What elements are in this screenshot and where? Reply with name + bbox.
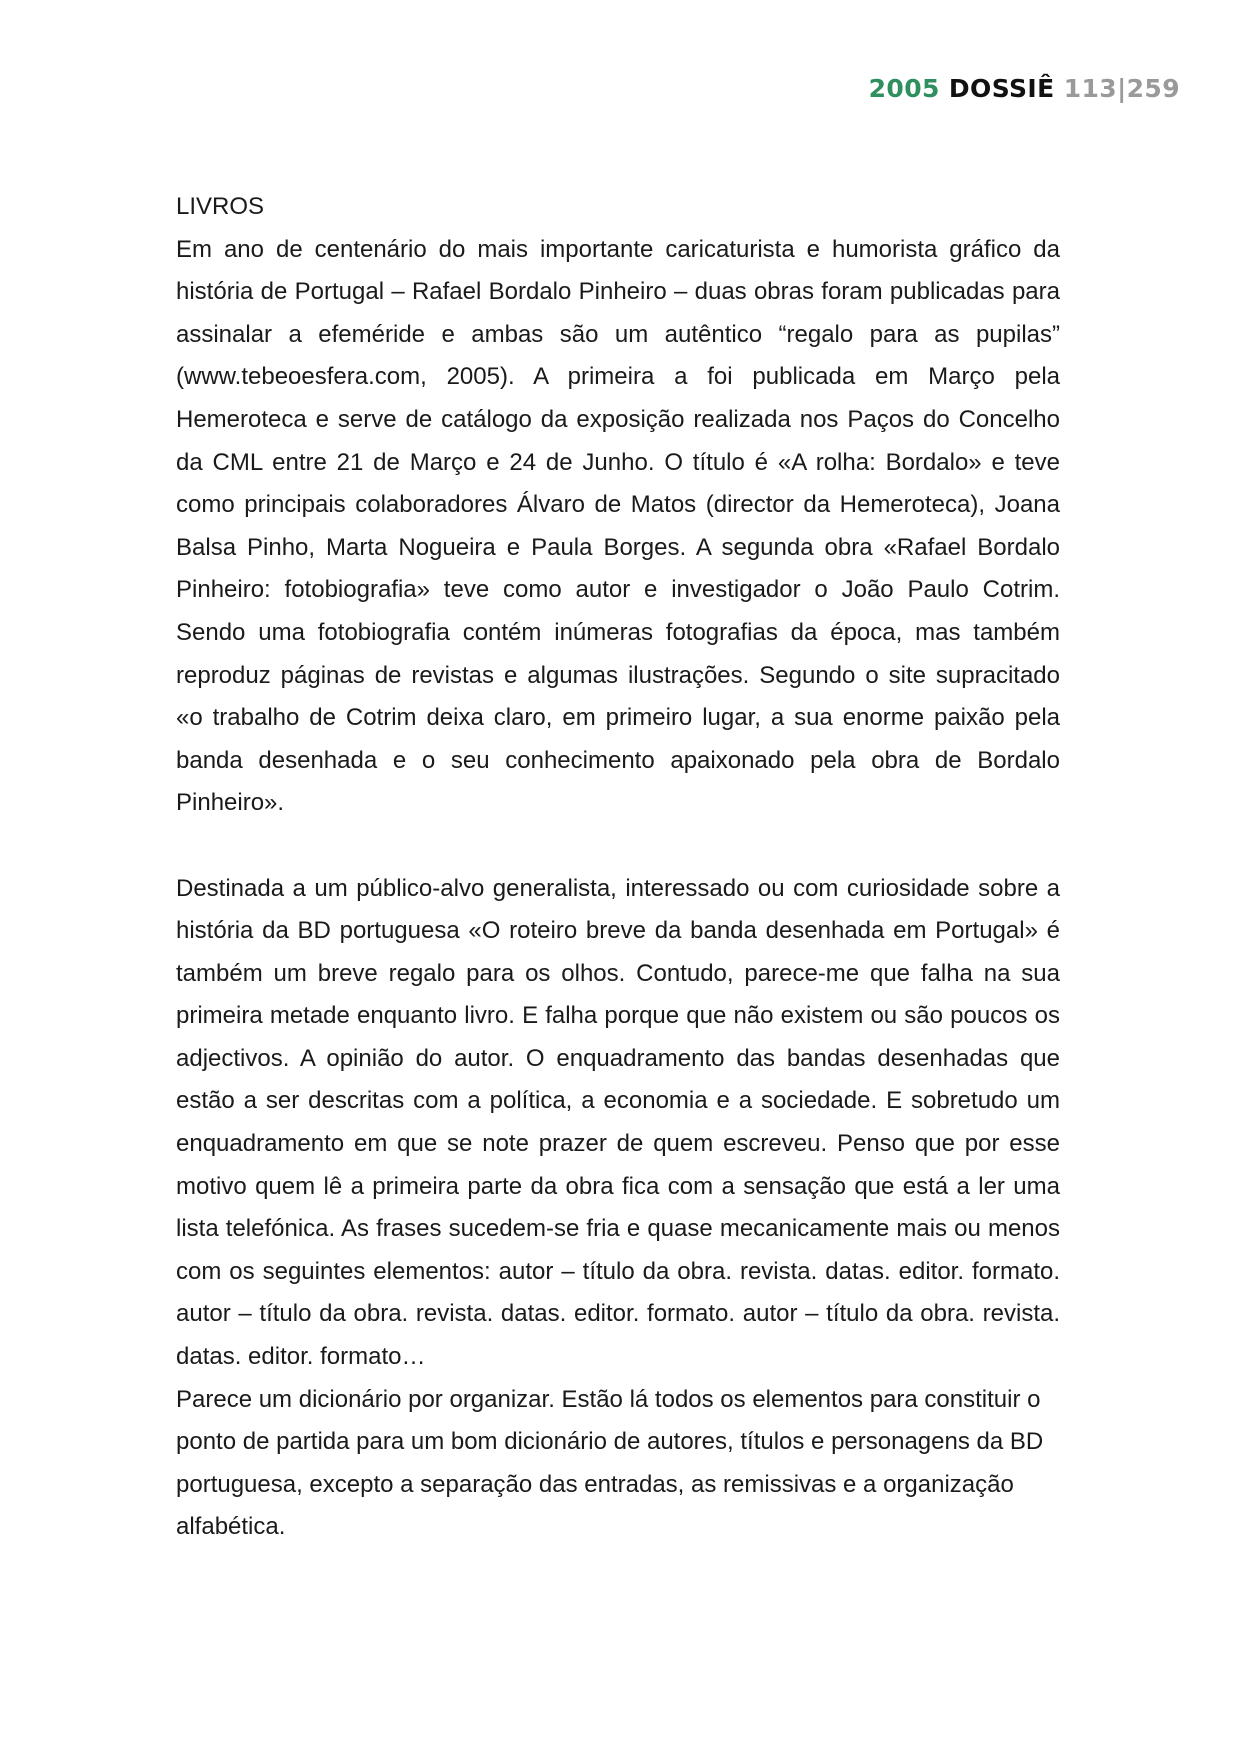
page-body — [176, 186, 1060, 1549]
running-header — [869, 74, 1180, 104]
header-title: DOSSIÊ — [948, 74, 1055, 103]
header-year: 2005 — [868, 74, 940, 103]
paragraph-roteiro-critique: Destinada a um público-alvo generalista, interessado ou com curiosidade sobre a história da BD portuguesa «O roteiro breve da banda desenhada em Portugal» é também um breve regalo para os olhos. Contudo, parece-me que falha na sua primeira metade enquanto livro. E falha porque que não existem ou são poucos os adjectivos. A opinião do autor. O enquadramento das bandas desenhadas que estão a ser descritas com a política, a economia e a sociedade. E sobretudo um enquadramento em que se note prazer de quem escreveu. Penso que por esse motivo quem lê a primeira parte da obra fica com a sensação que está a ler uma lista telefónica. As frases sucedem-se fria e quase mecanicamente mais ou menos com os seguintes elementos: autor – título da obra. revista. datas. editor. formato. autor – título da obra. revista. datas. editor. formato. autor – título da obra. revista. datas. editor. formato… — [176, 874, 1060, 1371]
paragraph-bordalo-books: Em ano de centenário do mais importante caricaturista e humorista gráfico da história de Portugal – Rafael Bordalo Pinheiro – duas obras foram publicadas para assinalar a efeméride e ambas são um autêntico “regalo para as pupilas” (www.tebeoesfera.com, 2005). A primeira a foi publicada em Março pela Hemeroteca e serve de catálogo da exposição realizada nos Paços do Concelho da CML entre 21 de Março e 24 de Junho. O título é «A rolha: Bordalo» e teve como principais colaboradores Álvaro de Matos (director da Hemeroteca), Joana Balsa Pinho, Marta Nogueira e Paula Borges. A segunda obra «Rafael Bordalo Pinheiro: fotobiografia» teve como autor e investigador o João Paulo Cotrim. Sendo uma fotobiografia contém inúmeras fotografias da época, mas também reproduz páginas de revistas e algumas ilustrações. Segundo o site supracitado «o trabalho de Cotrim deixa claro, em primeiro lugar, a sua enorme paixão pela banda desenhada e o seu conhecimento apaixonado pela obra de Bordalo Pinheiro». — [176, 235, 1060, 817]
section-heading: LIVROS — [176, 193, 265, 220]
header-page-number: 113|259 — [1063, 74, 1180, 103]
paragraph-dictionary-remark: Parece um dicionário por organizar. Estão lá todos os elementos para constituir o ponto de partida para um bom dicionário de autores, títulos e personagens da BD portuguesa, excepto a separação das entradas, as remissivas e a organização alfabética. — [176, 1385, 1044, 1541]
